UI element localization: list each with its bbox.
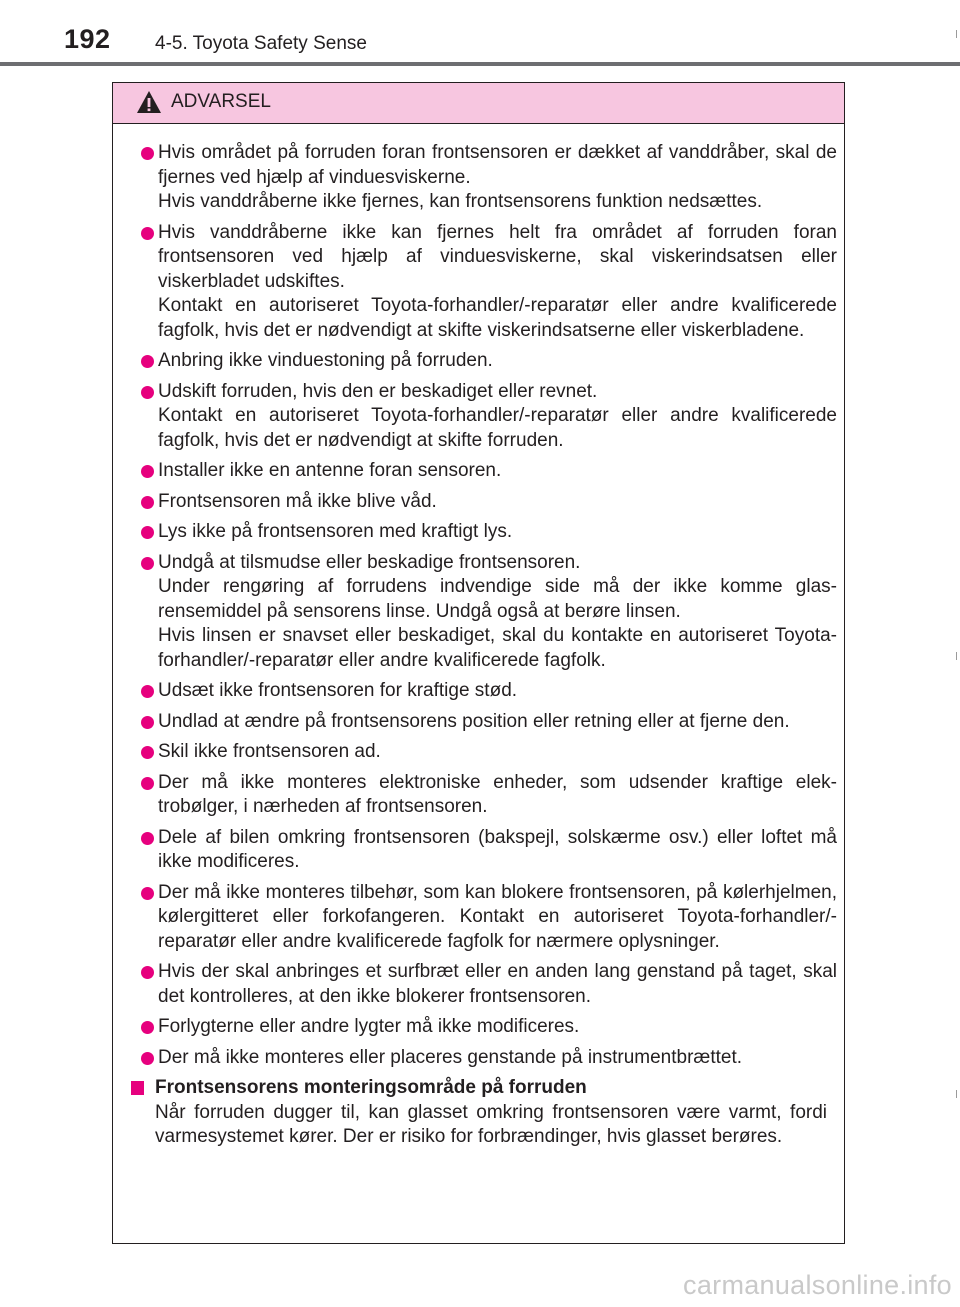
bullet-paragraph: Udsæt ikke frontsensoren for kraftige stød. bbox=[158, 680, 518, 701]
bullet-paragraph: Undgå at tilsmudse eller beskadige frontsensoren. bbox=[158, 551, 581, 573]
subsection-heading-text: Frontsensorens monteringsområde på forruden bbox=[155, 1077, 587, 1098]
bullet-paragraph: Lys ikke på frontsensoren med kraftigt lys. bbox=[158, 521, 513, 542]
bullet-dot-icon bbox=[141, 227, 154, 240]
page-number: 192 bbox=[64, 24, 111, 54]
bullet-paragraph: Frontsensoren må ikke blive våd. bbox=[158, 490, 437, 512]
bullet-paragraph: Forlygterne eller andre lygter må ikke modificeres. bbox=[158, 1016, 580, 1037]
bullet-dot-icon bbox=[141, 496, 154, 509]
warning-bullet-item bbox=[131, 1015, 837, 1040]
header-rule bbox=[0, 62, 960, 66]
warning-bullet-item bbox=[131, 349, 837, 374]
bullet-paragraph: Hvis vanddråberne ikke fjernes, kan frontsensorens funktion nedsættes. bbox=[158, 191, 763, 212]
bullet-paragraph: Udskift forruden, hvis den er beskadiget eller revnet. bbox=[158, 380, 598, 402]
bullet-paragraph: Undlad at ændre på frontsensorens position eller retning eller at fjerne den. bbox=[158, 710, 790, 732]
bullet-dot-icon bbox=[141, 1021, 154, 1034]
warning-bullet-item bbox=[131, 490, 837, 515]
bullet-paragraph: Hvis området på forruden foran frontsensoren er dækket af vanddråber, skal de fjernes ved hjælp af vinduesviskerne. bbox=[158, 142, 837, 188]
bullet-paragraph: Dele af bilen omkring frontsensoren (bakspejl, solskærme osv.) eller loftet må ikke modificeres. bbox=[158, 826, 837, 872]
bullet-dot-icon bbox=[141, 465, 154, 478]
warning-bullet-item bbox=[131, 710, 837, 735]
bullet-dot-icon bbox=[141, 557, 154, 570]
bullet-dot-icon bbox=[141, 966, 154, 979]
bullet-paragraph: Der må ikke monteres elektroniske enheder, som udsender kraftige elektrobølger, i nærheden af frontsensoren. bbox=[158, 771, 837, 817]
bullet-paragraph: Kontakt en autoriseret Toyota-forhandler/-reparatør eller andre kvalificerede fagfolk, hvis det er nødvendigt at skifte forruden. bbox=[158, 405, 837, 451]
bullet-paragraph: Installer ikke en antenne foran sensoren. bbox=[158, 460, 502, 481]
bullet-paragraph: Der må ikke monteres eller placeres genstande på instrumentbrættet. bbox=[158, 1046, 742, 1068]
bullet-dot-icon bbox=[141, 716, 154, 729]
bullet-paragraph: Hvis linsen er snavset eller beskadiget, skal du kontakte en autoriseret Toyota-forhandler/-reparatør eller andre kvalificerede fagfolk. bbox=[158, 625, 837, 671]
warning-bullet-item bbox=[131, 740, 837, 765]
footer-watermark: carmanualsonline.info bbox=[683, 1270, 952, 1300]
warning-bullet-item bbox=[131, 551, 837, 674]
bullet-paragraph: Skil ikke frontsensoren ad. bbox=[158, 741, 381, 762]
bullet-dot-icon bbox=[141, 526, 154, 539]
warning-bullet-item bbox=[131, 1046, 837, 1071]
warning-bullet-item bbox=[131, 221, 837, 344]
warning-bullet-item bbox=[131, 960, 837, 1009]
section-title: 4-5. Toyota Safety Sense bbox=[155, 33, 367, 54]
warning-bullet-item bbox=[131, 380, 837, 454]
bullet-dot-icon bbox=[141, 685, 154, 698]
warning-title: ADVARSEL bbox=[171, 91, 271, 112]
bullet-dot-icon bbox=[141, 1052, 154, 1065]
bullet-paragraph: Kontakt en autoriseret Toyota-forhandler/-reparatør eller andre kvalificerede fagfolk, hvis det er nødvendigt at skifte viskerindsatserne eller viskerbladene. bbox=[158, 295, 837, 341]
warning-bullet-item bbox=[131, 141, 837, 215]
bullet-paragraph: Hvis der skal anbringes et surfbræt eller en anden lang genstand på taget, skal det kontrolleres, at den ikke blokerer frontsensoren. bbox=[158, 961, 837, 1007]
warning-bullet-item bbox=[131, 520, 837, 545]
bullet-dot-icon bbox=[141, 386, 154, 399]
warning-bullet-item bbox=[131, 826, 837, 875]
warning-bullet-item bbox=[131, 771, 837, 820]
subsection-heading bbox=[131, 1076, 837, 1101]
bullet-dot-icon bbox=[141, 355, 154, 368]
page-header bbox=[0, 0, 960, 66]
warning-triangle-icon bbox=[136, 90, 162, 114]
mounting-area-section bbox=[131, 1076, 837, 1150]
bullet-paragraph: Under rengøring af forrudens indvendige side må der ikke komme glasrensemiddel på sensorens linse. Undgå også at berøre linsen. bbox=[158, 576, 837, 622]
subsection-text: Når forruden dugger til, kan glasset omkring frontsensoren være varmt, fordi varmesystemet kører. Der er risiko for forbrændinger, hvis glasset berøres. bbox=[155, 1101, 827, 1147]
crop-mark bbox=[956, 30, 957, 38]
warning-bullet-item bbox=[131, 459, 837, 484]
warning-bullet-list bbox=[131, 141, 837, 1070]
square-bullet-icon bbox=[131, 1081, 144, 1095]
bullet-paragraph: Der må ikke monteres tilbehør, som kan blokere frontsensoren, på kølerhjelmen, kølergitteret eller forkofangeren. Kontakt en autoriseret Toyota-forhandler/-reparatør eller andre kvalificerede fagfolk for nærmere oplysninger. bbox=[158, 881, 837, 952]
bullet-dot-icon bbox=[141, 777, 154, 790]
bullet-dot-icon bbox=[141, 832, 154, 845]
bullet-dot-icon bbox=[141, 746, 154, 759]
warning-bullet-item bbox=[131, 881, 837, 955]
warning-header bbox=[113, 83, 844, 124]
bullet-paragraph: Hvis vanddråberne ikke kan fjernes helt fra området af forruden foran frontsensoren ved hjælp af vinduesviskerne, skal viskerindsatsen eller viskerbladet udskiftes. bbox=[158, 221, 837, 292]
bullet-dot-icon bbox=[141, 887, 154, 900]
crop-mark bbox=[956, 1090, 957, 1098]
warning-box bbox=[112, 82, 845, 1244]
bullet-dot-icon bbox=[141, 147, 154, 160]
warning-body bbox=[113, 124, 844, 1150]
warning-bullet-item bbox=[131, 679, 837, 704]
bullet-paragraph: Anbring ikke vinduestoning på forruden. bbox=[158, 350, 493, 371]
crop-mark bbox=[956, 652, 957, 660]
